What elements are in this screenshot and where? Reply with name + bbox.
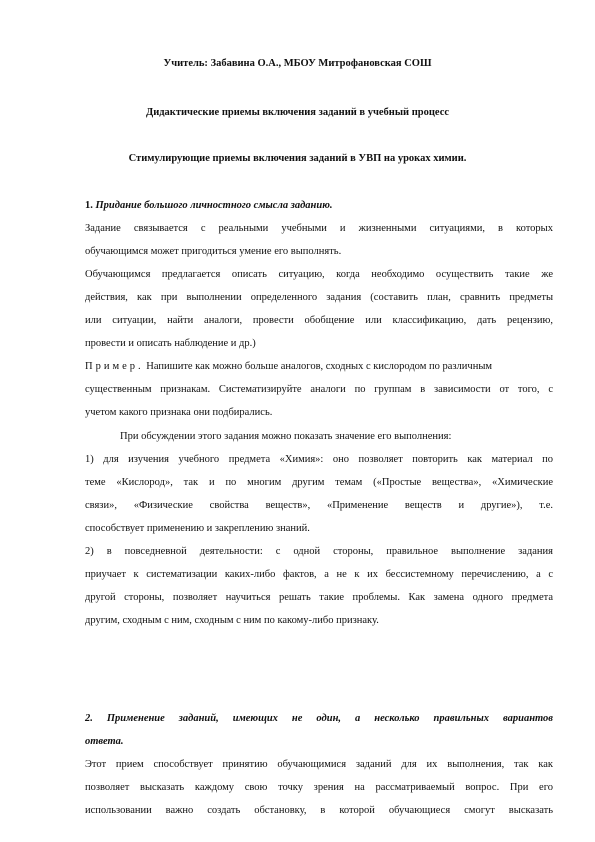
section1-line: обучающимся может пригодиться умение его выполнять. [85, 246, 342, 257]
point2-line: другой стороны, позволяет научиться решать такие проблемы. Как замена одного предмета [85, 592, 553, 603]
teacher-header: Учитель: Забавина О.А., МБОУ Митрофановская СОШ [163, 58, 432, 69]
point1-line: 1) для изучения учебного предмета «Химия»: оно позволяет повторить как материал по [85, 454, 553, 465]
section1-line: Обучающимся предлагается описать ситуацию, когда необходимо осуществить такие же [85, 269, 553, 280]
section1-heading [85, 199, 333, 213]
point1-line: способствует применению и закреплению знаний. [85, 523, 310, 534]
example-line: учетом какого признака они подбирались. [85, 407, 273, 418]
section2-heading: 2. Применение заданий, имеющих не один, а несколько правильных вариантов [85, 713, 553, 724]
example-word: Пример. [85, 361, 144, 372]
example-line: существенным признакам. Систематизируйте аналоги по группам в зависимости от того, с [85, 384, 553, 395]
section2-line: Этот прием способствует принятию обучающимися заданий для их выполнения, так как [85, 759, 553, 770]
section2-line: использовании важно создать обстановку, в которой обучающиеся смогут высказать [85, 805, 553, 816]
point2-line: другим, сходным с ним, сходным с ним по какому-либо признаку. [85, 615, 379, 626]
document-subtitle: Стимулирующие приемы включения заданий в УВП на уроках химии. [128, 153, 467, 164]
document-title: Дидактические приемы включения заданий в учебный процесс [145, 107, 450, 118]
discussion-line: При обсуждении этого задания можно показать значение его выполнения: [120, 431, 452, 442]
section1-line: провести и описать наблюдение и др.) [85, 338, 256, 349]
section1-number: 1. [85, 200, 93, 211]
section2-heading: ответа. [85, 736, 124, 747]
point1-line: связи», «Физические свойства веществ», «Применение веществ и другие»), т.е. [85, 500, 553, 511]
example-text: Напишите как можно больше аналогов, сходных с кислородом по различным [146, 361, 493, 372]
section1-line: Задание связывается с реальными учебными и жизненными ситуациями, в которых [85, 223, 553, 234]
section1-line: или ситуации, найти аналоги, провести обобщение или классификацию, дать рецензию, [85, 315, 553, 326]
point2-line: 2) в повседневной деятельности: с одной стороны, правильное выполнение задания [85, 546, 553, 557]
section2-line: позволяет высказать каждому свою точку зрения на рассматриваемый вопрос. При его [85, 782, 553, 793]
point2-line: приучает к систематизации каких-либо фактов, а не к их бессистемному перечислению, а с [85, 569, 553, 580]
example-line [85, 360, 553, 374]
section1-heading-text: Придание большого личностного смысла заданию. [95, 200, 333, 211]
point1-line: теме «Кислород», так и по многим другим темам («Простые вещества», «Химические [85, 477, 553, 488]
section1-line: действия, как при выполнении определенного задания (составить план, сравнить предметы [85, 292, 553, 303]
